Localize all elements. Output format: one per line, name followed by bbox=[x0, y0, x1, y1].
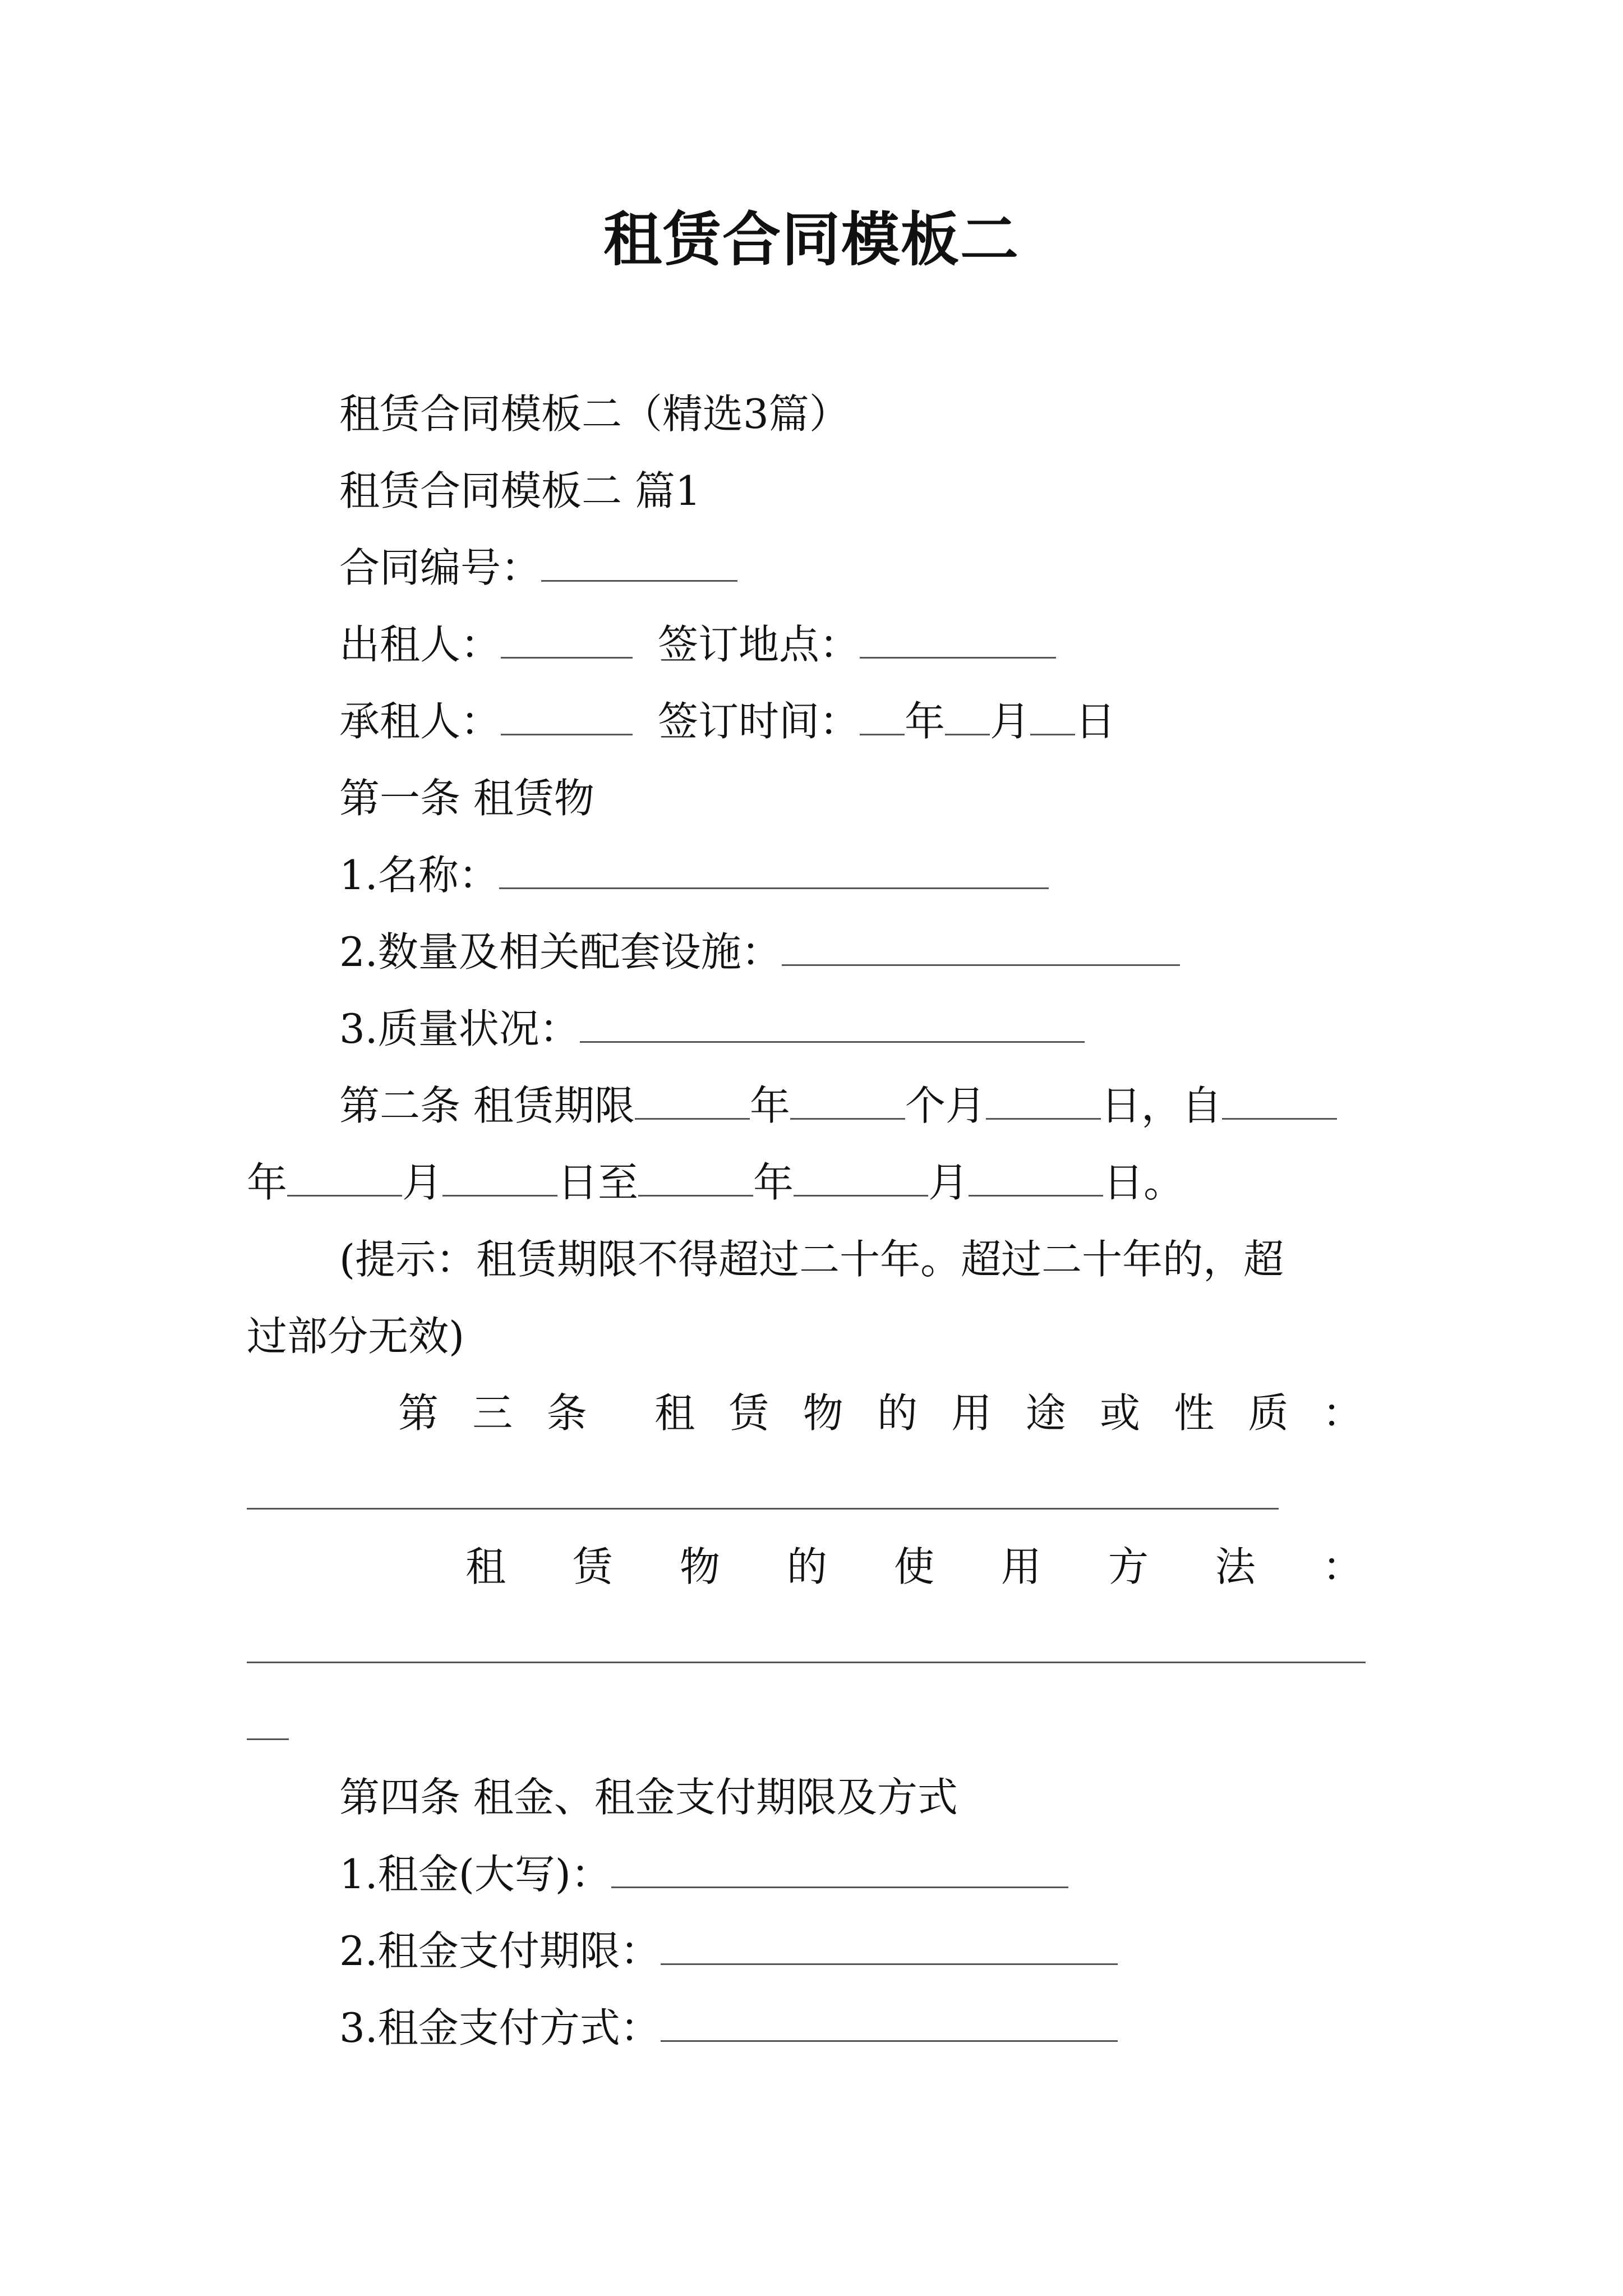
start-year-blank bbox=[1222, 1080, 1337, 1120]
rent-method-row bbox=[339, 2000, 1118, 2056]
end-month-blank bbox=[794, 1157, 928, 1197]
year-unit: 年 bbox=[753, 1159, 794, 1206]
rent-amount-blank bbox=[611, 1848, 1068, 1888]
article-3-char: 第 bbox=[398, 1389, 439, 1437]
usage-char: 赁 bbox=[572, 1543, 613, 1590]
usage-char: 租 bbox=[465, 1543, 506, 1590]
lessor-label: 出租人： bbox=[339, 621, 501, 668]
item-quality-label: 3.质量状况： bbox=[339, 1005, 580, 1052]
part-heading: 租赁合同模板二 篇1 bbox=[339, 467, 701, 514]
contract-number-blank bbox=[541, 542, 737, 582]
day-from-text: 日，自 bbox=[1100, 1082, 1222, 1129]
article-1-heading: 第一条 租赁物 bbox=[339, 775, 594, 822]
article-3-char: 的 bbox=[877, 1389, 918, 1437]
lessor-blank bbox=[501, 619, 633, 659]
end-year-blank bbox=[638, 1157, 753, 1197]
end-day-text: 日。 bbox=[1103, 1159, 1184, 1206]
sign-time-label: 签订时间： bbox=[658, 698, 860, 745]
sign-day-blank bbox=[1030, 696, 1075, 735]
document-title: 租赁合同模板二 bbox=[603, 205, 1020, 274]
usage-char: 使 bbox=[893, 1543, 934, 1590]
lessor-row bbox=[339, 616, 1056, 673]
item-quality-row bbox=[339, 1001, 1085, 1057]
item-name-blank bbox=[499, 849, 1049, 889]
term-years-blank bbox=[635, 1080, 750, 1120]
article-3-char: 途 bbox=[1025, 1389, 1066, 1437]
sign-year-blank bbox=[860, 696, 905, 735]
hint-line-1: (提示：租赁期限不得超过二十年。超过二十年的，超 bbox=[339, 1236, 1284, 1283]
item-quantity-label: 2.数量及相关配套设施： bbox=[339, 928, 782, 976]
start-month-blank bbox=[287, 1157, 402, 1197]
usage-char: 的 bbox=[786, 1543, 827, 1590]
item-quantity-row bbox=[339, 924, 1180, 980]
article-2-row-continued bbox=[247, 1154, 1184, 1211]
end-day-blank bbox=[969, 1157, 1103, 1197]
article-3-char: 用 bbox=[951, 1389, 992, 1437]
article-3-char: ： bbox=[1322, 1389, 1363, 1437]
item-name-label: 1.名称： bbox=[339, 852, 499, 899]
contract-number-row bbox=[339, 540, 737, 596]
usage-char: 用 bbox=[1000, 1543, 1041, 1590]
article-3-heading bbox=[398, 1385, 1363, 1441]
lessee-label: 承租人： bbox=[339, 698, 501, 745]
year-unit: 年 bbox=[247, 1159, 288, 1206]
article-3-char: 租 bbox=[654, 1389, 695, 1437]
article-3-char: 质 bbox=[1248, 1389, 1289, 1437]
start-day-blank bbox=[442, 1157, 557, 1197]
lessee-row bbox=[339, 693, 1115, 749]
item-name-row bbox=[339, 847, 1049, 903]
rent-period-blank bbox=[661, 1925, 1118, 1965]
rent-amount-row bbox=[339, 1846, 1068, 1902]
item-quality-blank bbox=[580, 1003, 1085, 1043]
year-unit: 年 bbox=[905, 698, 946, 745]
sign-month-blank bbox=[945, 696, 990, 735]
article-2-row bbox=[339, 1078, 1337, 1134]
usage-method-blank-line bbox=[247, 1662, 1366, 1663]
article-4-heading: 第四条 租金、租金支付期限及方式 bbox=[339, 1774, 958, 1821]
hint-line-2: 过部分无效) bbox=[247, 1313, 465, 1360]
rent-amount-label: 1.租金(大写)： bbox=[339, 1851, 611, 1898]
usage-char: 物 bbox=[679, 1543, 720, 1590]
day-to-text: 日至 bbox=[557, 1159, 639, 1206]
sign-place-label: 签订地点： bbox=[658, 621, 860, 668]
article-3-char: 三 bbox=[472, 1389, 513, 1437]
article-3-char: 条 bbox=[546, 1389, 587, 1437]
rent-period-label: 2.租金支付期限： bbox=[339, 1927, 661, 1975]
month-unit: 月 bbox=[928, 1159, 969, 1206]
month-unit: 月 bbox=[990, 698, 1031, 745]
day-unit: 日 bbox=[1075, 698, 1116, 745]
lessee-blank bbox=[501, 696, 633, 735]
article-3-char: 赁 bbox=[728, 1389, 769, 1437]
rent-method-blank bbox=[661, 2002, 1118, 2042]
rent-method-label: 3.租金支付方式： bbox=[339, 2004, 661, 2051]
item-quantity-blank bbox=[782, 926, 1180, 966]
year-unit: 年 bbox=[749, 1082, 790, 1129]
term-days-blank bbox=[986, 1080, 1101, 1120]
article-3-char: 性 bbox=[1174, 1389, 1215, 1437]
sign-place-blank bbox=[860, 619, 1056, 659]
article-3-char: 或 bbox=[1099, 1389, 1140, 1437]
usage-char: 法 bbox=[1215, 1543, 1256, 1590]
contract-number-label: 合同编号： bbox=[339, 544, 542, 591]
term-months-blank bbox=[790, 1080, 905, 1120]
rent-period-row bbox=[339, 1923, 1118, 1979]
month-unit: 月 bbox=[402, 1159, 443, 1206]
usage-blank-line bbox=[247, 1508, 1279, 1510]
month-count-unit: 个月 bbox=[905, 1082, 986, 1129]
usage-char: ： bbox=[1322, 1543, 1363, 1590]
usage-method-blank-tail bbox=[247, 1738, 289, 1740]
usage-char: 方 bbox=[1108, 1543, 1149, 1590]
document-subtitle: 租赁合同模板二（精选3篇） bbox=[339, 390, 850, 438]
usage-method-heading bbox=[465, 1539, 1363, 1595]
article-2-label: 第二条 租赁期限 bbox=[339, 1082, 635, 1129]
article-3-char: 物 bbox=[803, 1389, 843, 1437]
